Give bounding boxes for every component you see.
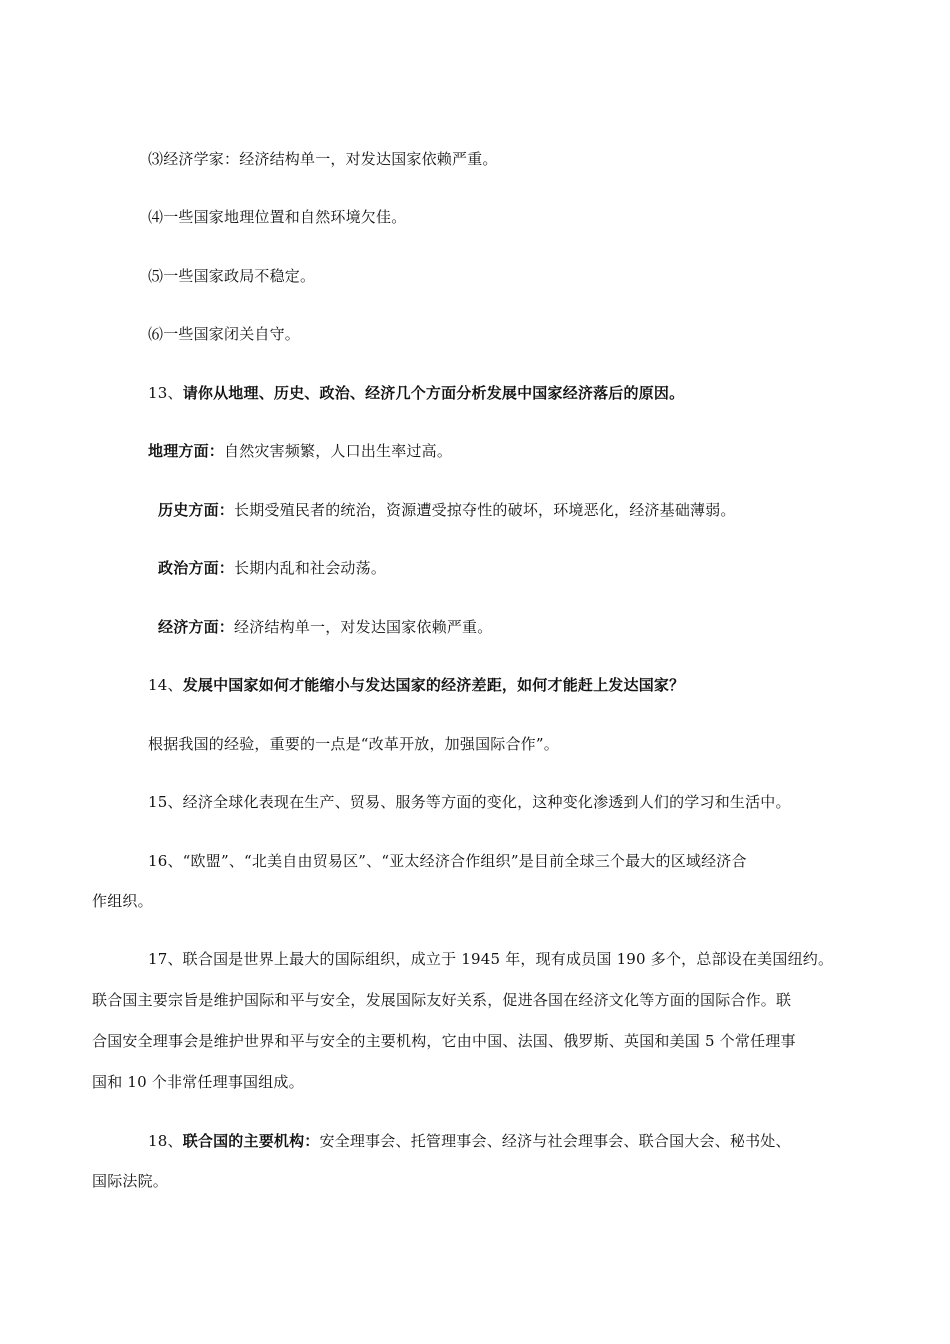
question-13-number: 13、 (148, 384, 183, 402)
answer-economy (158, 617, 492, 637)
item-17-line-4: 国和 10 个非常任理事国组成。 (92, 1073, 304, 1091)
item-17-line-3: 合国安全理事会是维护世界和平与安全的主要机构，它由中国、法国、俄罗斯、英国和美国 5 个常任理事 (92, 1032, 796, 1050)
history-label: 历史方面： (158, 501, 235, 519)
item-16-line-1: 16、“欧盟”、“北美自由贸易区”、“亚太经济合作组织”是目前全球三个最大的区域经济合 (148, 852, 747, 870)
question-13 (148, 383, 684, 403)
item-4: ⑷一些国家地理位置和自然环境欠佳。 (148, 208, 407, 226)
item-17-line-2: 联合国主要宗旨是维护国际和平与安全，发展国际友好关系，促进各国在经济文化等方面的国际合作。联 (92, 991, 792, 1009)
geography-label: 地理方面： (148, 442, 225, 460)
item-6: ⑹一些国家闭关自守。 (148, 325, 301, 343)
geography-text: 自然灾害频繁，人口出生率过高。 (224, 442, 453, 460)
politics-label: 政治方面： (158, 559, 235, 577)
item-16-line-2: 作组织。 (92, 892, 153, 910)
history-text: 长期受殖民者的统治，资源遭受掠夺性的破坏，环境恶化，经济基础薄弱。 (234, 501, 736, 519)
item-18-line-2: 国际法院。 (92, 1172, 169, 1190)
politics-text: 长期内乱和社会动荡。 (234, 559, 387, 577)
item-15: 15、经济全球化表现在生产、贸易、服务等方面的变化，这种变化渗透到人们的学习和生活中。 (148, 793, 791, 811)
answer-history (158, 500, 736, 520)
answer-politics (158, 558, 386, 578)
item-3: ⑶经济学家：经济结构单一，对发达国家依赖严重。 (148, 150, 498, 168)
item-5: ⑸一些国家政局不稳定。 (148, 267, 316, 285)
economy-text: 经济结构单一，对发达国家依赖严重。 (234, 618, 493, 636)
question-14-number: 14、 (148, 676, 183, 694)
item-18-number: 18、 (148, 1132, 183, 1150)
item-17-line-1: 17、联合国是世界上最大的国际组织，成立于 1945 年，现有成员国 190 多个，总部设在美国纽约。 (148, 950, 834, 968)
question-13-text: 请你从地理、历史、政治、经济几个方面分析发展中国家经济落后的原因。 (182, 384, 685, 402)
question-14 (148, 675, 684, 695)
item-18-text: 安全理事会、托管理事会、经济与社会理事会、联合国大会、秘书处、 (319, 1132, 791, 1150)
item-18-label: 联合国的主要机构： (182, 1132, 320, 1150)
economy-label: 经济方面： (158, 618, 235, 636)
answer-geography (148, 441, 452, 461)
answer-14: 根据我国的经验，重要的一点是“改革开放，加强国际合作”。 (148, 735, 559, 753)
item-18-line-1 (148, 1131, 791, 1151)
question-14-text: 发展中国家如何才能缩小与发达国家的经济差距，如何才能赶上发达国家？ (182, 676, 685, 694)
